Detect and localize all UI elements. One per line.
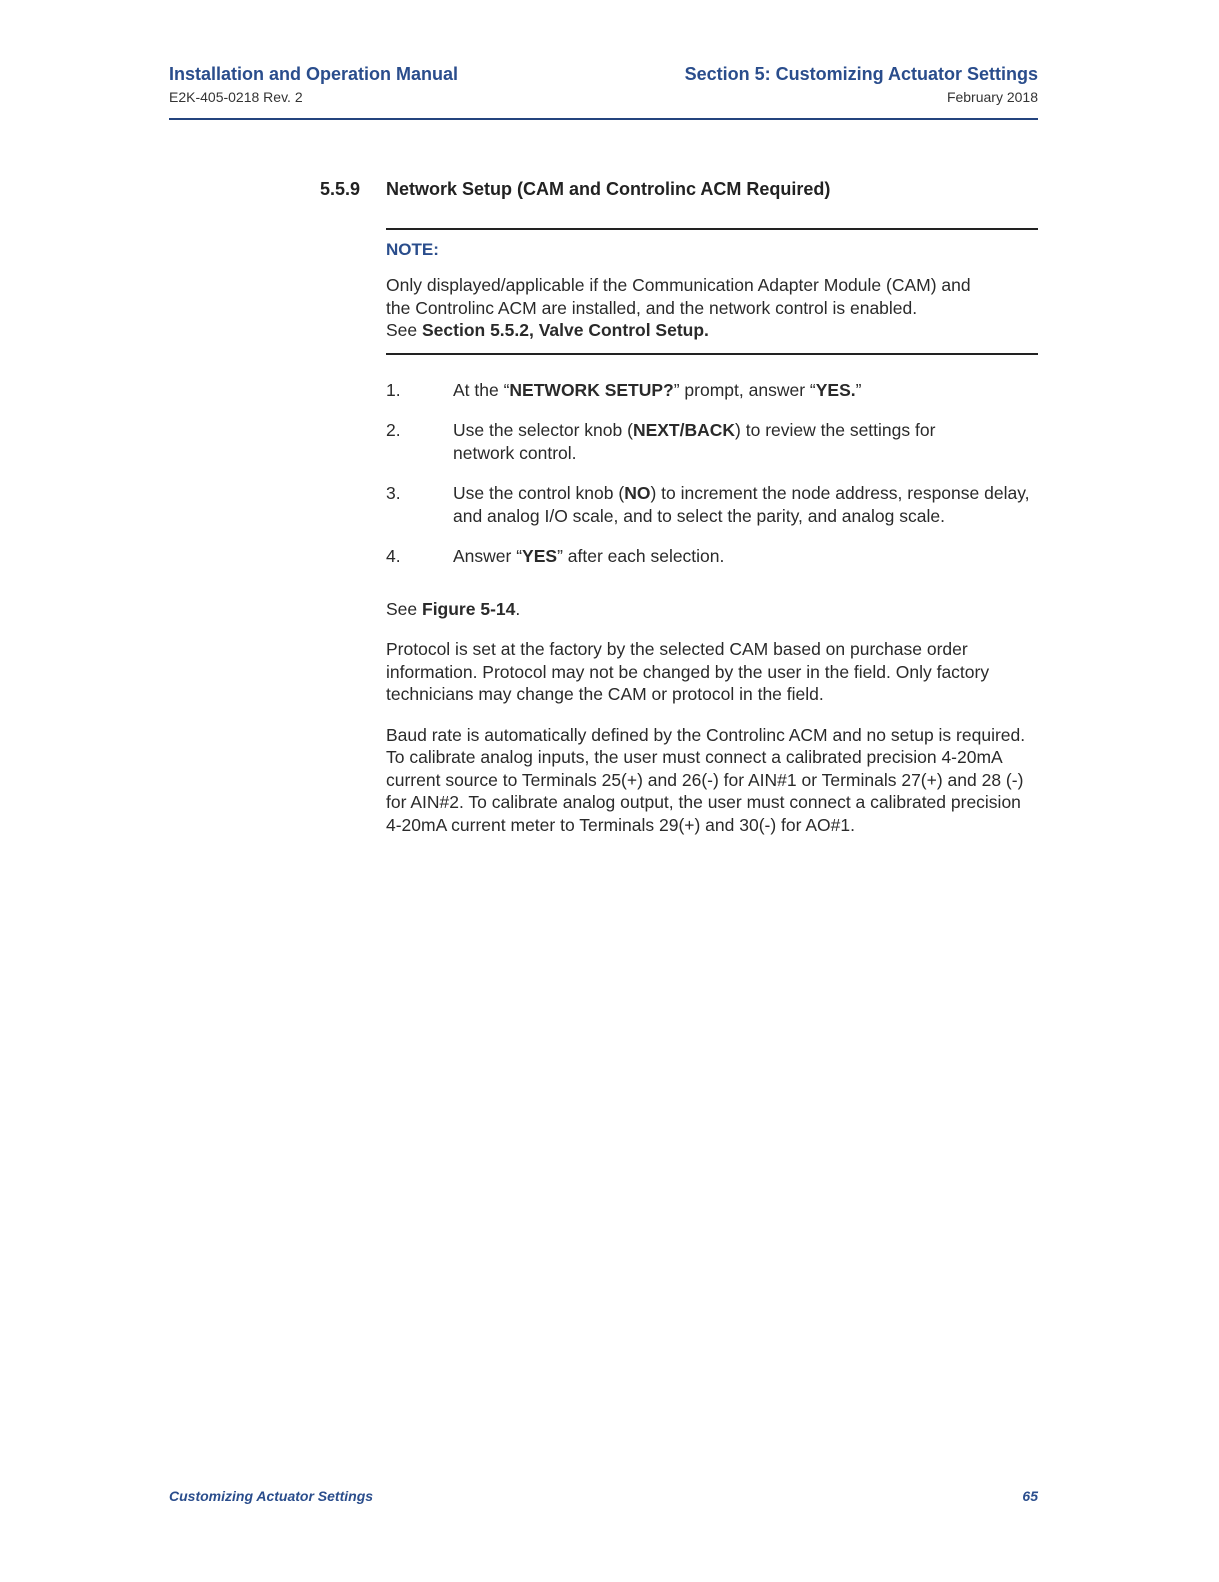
step-keyword: YES (522, 546, 558, 566)
note-see-prefix: See (386, 320, 422, 340)
paragraph-line: Baud rate is automatically defined by the Controlinc ACM and no setup is required. (386, 724, 1026, 745)
paragraph-line: 4-20mA current meter to Terminals 29(+) and 30(-) for AO#1. (386, 814, 855, 835)
figure-reference-link[interactable]: Figure 5-14 (422, 598, 516, 619)
paragraph-line: To calibrate analog inputs, the user must connect a calibrated precision 4-20mA (386, 747, 1003, 767)
page-number: 65 (1022, 1488, 1038, 1504)
step-number: 2. (386, 420, 401, 440)
step-text: ) to review the settings for (735, 420, 936, 440)
step-text: and analog I/O scale, and to select the parity, and analog scale. (453, 505, 945, 526)
page-header (169, 62, 1038, 120)
step-number: 3. (386, 483, 401, 503)
note-label: NOTE: (386, 240, 439, 259)
manual-title: Installation and Operation Manual (169, 64, 459, 84)
paragraph-line: technicians may change the CAM or protocol in the field. (386, 684, 824, 704)
section-title: Section 5: Customizing Actuator Settings (684, 64, 1038, 84)
main-content (386, 228, 1038, 854)
paragraph-line: information. Protocol may not be changed by the user in the field. Only factory (386, 661, 990, 682)
step-item (386, 379, 1038, 402)
paragraph-line: for AIN#2. To calibrate analog output, the user must connect a calibrated precision (386, 792, 1021, 812)
note-see (386, 319, 1038, 342)
step-keyword: NEXT/BACK (632, 420, 736, 440)
step-number: 1. (386, 379, 401, 400)
step-text: ” (855, 379, 862, 400)
paragraph-line: Protocol is set at the factory by the selected CAM based on purchase order (386, 639, 968, 659)
see-figure-suffix: . (515, 598, 521, 619)
section-number: 5.5.9 (320, 179, 361, 199)
protocol-paragraph (386, 638, 1038, 706)
step-text: Answer “ (453, 546, 523, 566)
step-list (386, 379, 1038, 568)
step-item (386, 545, 1038, 568)
step-item (386, 482, 1038, 527)
note-text (386, 274, 1038, 342)
see-figure-prefix: See (386, 598, 422, 619)
step-item (386, 419, 1038, 464)
step-keyword: YES. (815, 379, 856, 400)
section-heading-title: Network Setup (CAM and Controlinc ACM Required) (386, 179, 831, 199)
step-text: Use the selector knob ( (453, 420, 633, 440)
step-number: 4. (386, 546, 401, 566)
see-figure (386, 598, 1038, 621)
note-box (386, 228, 1038, 355)
baud-rate-paragraph (386, 724, 1038, 837)
section-reference-link[interactable]: Section 5.5.2, Valve Control Setup. (422, 320, 709, 340)
step-keyword: NETWORK SETUP? (509, 379, 674, 400)
publication-date: February 2018 (946, 89, 1038, 105)
step-keyword: NO (624, 483, 651, 503)
step-text: network control. (453, 442, 577, 463)
step-text: ” after each selection. (557, 546, 725, 566)
document-number: E2K-405-0218 Rev. 2 (169, 89, 303, 105)
step-text: ” prompt, answer “ (673, 379, 816, 400)
step-text: Use the control knob ( (453, 483, 625, 503)
header-left (169, 62, 458, 108)
header-right (685, 62, 1038, 108)
note-line: the Controlinc ACM are installed, and the network control is enabled. (386, 297, 918, 318)
step-text: ) to increment the node address, response delay, (650, 483, 1030, 503)
step-text: At the “ (453, 379, 510, 400)
section-heading (320, 176, 830, 202)
footer-chapter-title: Customizing Actuator Settings (169, 1488, 374, 1504)
note-line: Only displayed/applicable if the Communication Adapter Module (CAM) and (386, 275, 971, 295)
paragraph-line: current source to Terminals 25(+) and 26(-) for AIN#1 or Terminals 27(+) and 28 (-) (386, 769, 1024, 790)
